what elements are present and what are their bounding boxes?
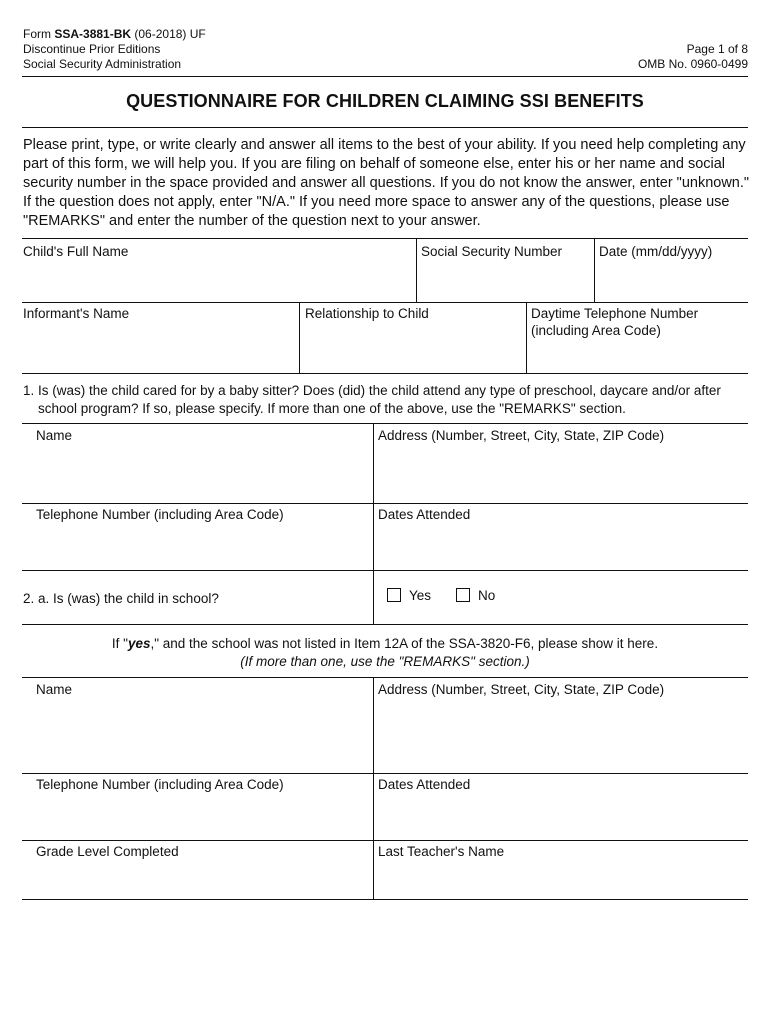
date-label: Date (mm/dd/yyyy): [599, 244, 713, 259]
agency-name: Social Security Administration: [23, 57, 182, 71]
relationship-label: Relationship to Child: [305, 306, 429, 321]
form-number-line: [23, 27, 206, 42]
header-divider: [22, 76, 748, 77]
q2-column-divider-table: [373, 678, 374, 899]
form-id: SSA-3881-BK: [54, 27, 132, 41]
child-full-name-label: Child's Full Name: [23, 244, 129, 259]
question-1-line1: 1. Is (was) the child cared for by a baby sitter? Does (did) the child attend any type of preschool, daycare and/or after: [23, 383, 721, 398]
yes-label: Yes: [409, 588, 432, 603]
child-full-name-field[interactable]: [22, 239, 416, 301]
q1-name-label: Name: [36, 428, 73, 443]
page-title: QUESTIONNAIRE FOR CHILDREN CLAIMING SSI BENEFITS: [126, 91, 644, 111]
q1-table-bottom-border: [22, 570, 748, 571]
q1-address-field[interactable]: [374, 424, 748, 503]
informant-name-label: Informant's Name: [23, 306, 130, 321]
daytime-phone-field[interactable]: [527, 303, 748, 373]
q2-address-field[interactable]: [374, 678, 748, 773]
question-2a-text: 2. a. Is (was) the child in school?: [23, 591, 219, 606]
title-divider: [22, 127, 748, 128]
if-yes-prefix: If ": [111, 636, 128, 651]
q1-column-divider: [373, 424, 374, 570]
form-revision: (06-2018) UF: [131, 27, 206, 41]
daytime-phone-label-line2: (including Area Code): [531, 323, 661, 338]
q1-dates-field[interactable]: [374, 504, 748, 569]
q2-name-label: Name: [36, 682, 73, 697]
ssn-field[interactable]: [417, 239, 594, 301]
grade-level-label: Grade Level Completed: [36, 844, 179, 859]
row2-bottom-border: [22, 373, 748, 374]
ssn-label: Social Security Number: [421, 244, 563, 259]
q2-column-divider: [373, 571, 374, 624]
if-yes-suffix: ," and the school was not listed in Item 12A of the SSA-3820-F6, please show it here.: [150, 636, 659, 651]
discontinue-note: Discontinue Prior Editions: [23, 42, 161, 56]
q1-telephone-label: Telephone Number (including Area Code): [36, 507, 284, 522]
form-header-left: [23, 27, 206, 72]
q2-telephone-field[interactable]: [22, 774, 373, 840]
no-checkbox[interactable]: [456, 588, 470, 602]
intro-paragraph: Please print, type, or write clearly and answer all items to the best of your ability. If you need help completing any part of this form, we will help you. If you are filing on behalf of someone else, enter his or her name and social security number in the space provided and answer all questions. If you do not know the answer, enter "unknown." If the question does not apply, enter "N/A." If you need more space to answer any of the questions, please use "REMARKS" and enter the number of the question next to your answer.: [23, 137, 750, 229]
yes-checkbox[interactable]: [387, 588, 401, 602]
form-prefix: Form: [23, 27, 55, 41]
question-1-line2: school program? If so, please specify. If more than one of the above, use the "REMARKS" section.: [38, 401, 626, 416]
q2-table-bottom-border: [22, 899, 748, 900]
last-teacher-field[interactable]: [374, 841, 748, 899]
q2-dates-field[interactable]: [374, 774, 748, 840]
informant-name-field[interactable]: [22, 303, 299, 373]
q2-name-field[interactable]: [22, 678, 373, 773]
if-yes-emphasis: yes: [127, 636, 151, 651]
q1-name-field[interactable]: [22, 424, 373, 503]
date-field[interactable]: [595, 239, 748, 301]
q2-dates-label: Dates Attended: [378, 777, 471, 792]
q2-telephone-label: Telephone Number (including Area Code): [36, 777, 284, 792]
omb-number: OMB No. 0960-0499: [637, 57, 748, 71]
daytime-phone-label: [531, 305, 698, 339]
form-header-right: [638, 42, 748, 72]
q1-address-label: Address (Number, Street, City, State, ZIP Code): [378, 428, 665, 443]
last-teacher-label: Last Teacher's Name: [378, 844, 505, 859]
no-label: No: [478, 588, 496, 603]
page-number: Page 1 of 8: [686, 42, 748, 56]
if-yes-instruction: [0, 635, 770, 652]
relationship-field[interactable]: [300, 303, 526, 373]
q1-telephone-field[interactable]: [22, 504, 373, 569]
grade-level-field[interactable]: [22, 841, 373, 899]
q1-dates-label: Dates Attended: [378, 507, 471, 522]
q2-no-option[interactable]: [456, 587, 495, 604]
more-than-one-note: (If more than one, use the "REMARKS" section.): [240, 654, 530, 669]
q2-yes-option[interactable]: [387, 587, 431, 604]
q2a-bottom-border: [22, 624, 748, 625]
q2-address-label: Address (Number, Street, City, State, ZIP Code): [378, 682, 665, 697]
daytime-phone-label-line1: Daytime Telephone Number: [531, 306, 699, 321]
